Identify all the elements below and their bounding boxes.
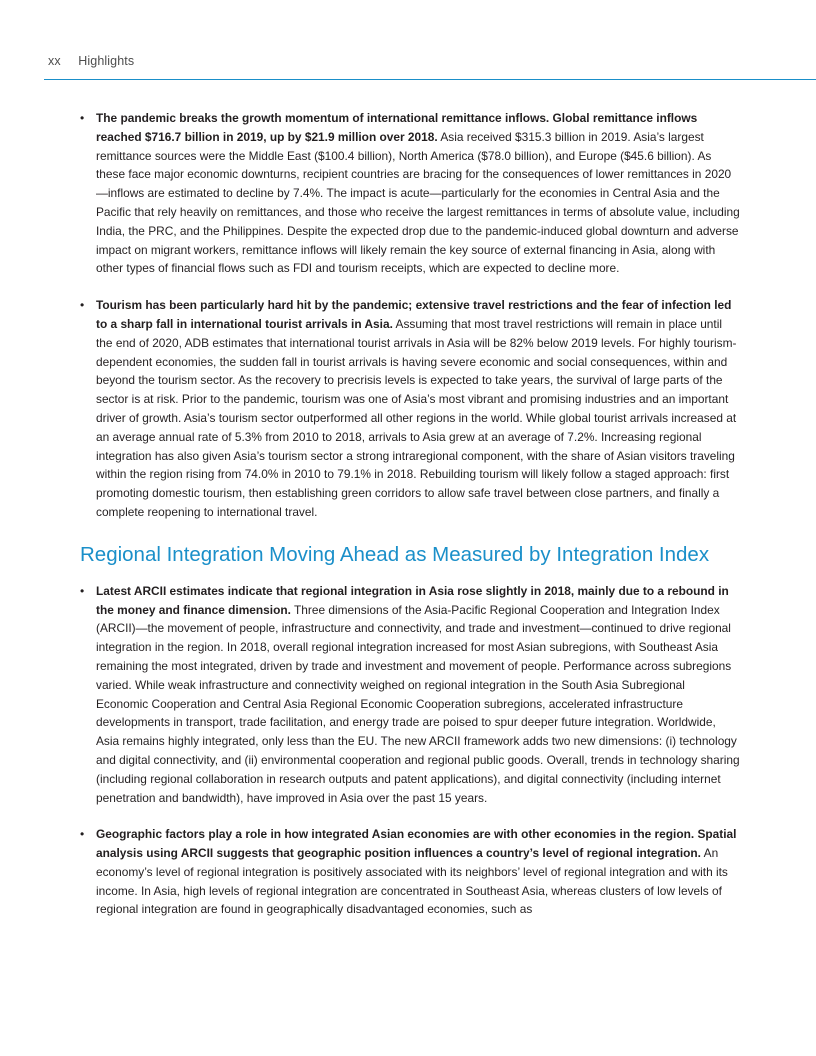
bullet-lead-text: Latest ARCII estimates indicate that regional integration in Asia rose slightly in 2018, mainly due to a rebound in the money and finance dimension. [96, 583, 729, 617]
bullet-lead-text: The pandemic breaks the growth momentum of international remittance inflows. Global remittance inflows reached $716.7 billion in 2019, up by $21.9 million over 2018. [96, 111, 698, 144]
running-title: Highlights [78, 54, 135, 68]
bullet-body-text: An economy’s level of regional integration is positively associated with its neighbors’ level of regional integration and with its income. In Asia, high levels of regional integration are concentrated in Southeast Asia, whereas clusters of low levels of regional integration are found in geographically disadvantaged economies, such as [96, 846, 728, 917]
bullet-arcii-estimates [80, 582, 740, 808]
section-heading: Regional Integration Moving Ahead as Measured by Integration Index [80, 542, 710, 566]
page-body [80, 109, 740, 919]
bullet-tourism [80, 296, 740, 522]
bullet-lead-text: Geographic factors play a role in how integrated Asian economies are with other economies in the region. Spatial analysis using ARCII suggests that geographic position influences a country’s level of regional integration. [96, 827, 737, 861]
bullet-lead-text: Tourism has been particularly hard hit by the pandemic; extensive travel restrictions and the fear of infection led to a sharp fall in international tourist arrivals in Asia. [96, 298, 732, 331]
bullet-body-text: Three dimensions of the Asia-Pacific Regional Cooperation and Integration Index (ARCII)—the movement of people, infrastructure and connectivity, and trade and investment—continued to drive regional integration in the region. In 2018, overall regional integration increased for most Asian subregions, with Southeast Asia remaining the most integrated, driven by trade and investment and movement of people. Performance across subregions varied. While weak infrastructure and connectivity weighed on regional integration in the South Asia Subregional Economic Cooperation and Central Asia Regional Economic Cooperation subregions, accelerated infrastructure developments in transport, trade facilitation, and energy trade are poised to spur deeper future integration. Worldwide, Asia remains highly integrated, only less than the EU. The new ARCII framework adds two new dimensions: (i) technology and digital connectivity, and (ii) environmental cooperation and regional public goods. Overall, trends in technology sharing (including regional collaboration in research outputs and patent applications), and digital connectivity (including internet penetration and bandwidth), have improved in Asia over the past 15 years. [96, 602, 740, 805]
running-header [48, 54, 134, 68]
bullet-remittances [80, 109, 740, 278]
bullet-body-text: Asia received $315.3 billion in 2019. Asia’s largest remittance sources were the Middle East ($100.4 billion), North America ($78.0 billion), and Europe ($45.6 billion). As these face major economic downturns, recipient countries are bracing for the consequences of lower remittances in 2020—inflows are estimated to decline by 7.4%. The impact is acute—particularly for the economies in Central Asia and the Pacific that rely heavily on remittances, and those who receive the largest remittances in terms of absolute value, including India, the PRC, and the Philippines. Despite the expected drop due to the pandemic-induced global downturn and adverse impact on migrant workers, remittance inflows will likely remain the key source of external financing in Asia, along with other types of financial flows such as FDI and tourism receipts, which are expected to decline more. [96, 129, 740, 276]
header-rule [44, 79, 816, 80]
bullet-body-text: Assuming that most travel restrictions will remain in place until the end of 2020, ADB estimates that international tourist arrivals in Asia will be 82% below 2019 levels. For highly tourism-dependent economies, the sudden fall in tourist arrivals is having severe economic and social consequences, within and beyond the tourism sector. As the recovery to precrisis levels is expected to take years, the survival of large parts of the sector is at risk. Prior to the pandemic, tourism was one of Asia’s most vibrant and promising industries and an important driver of growth. Asia’s tourism sector outperformed all other regions in the world. While global tourist arrivals increased at an average annual rate of 5.3% from 2010 to 2018, arrivals to Asia grew at an average of 7.2%. Increasing regional integration has also given Asia’s tourism sector a strong intraregional component, with the share of Asian visitors traveling within the region rising from 74.0% in 2010 to 79.1% in 2018. Rebuilding tourism will likely follow a staged approach: first promoting domestic tourism, then establishing green corridors to allow safe travel between close partners, and finally a complete reopening to international travel. [96, 316, 737, 519]
bullet-geographic-factors [80, 825, 740, 919]
page-number: xx [48, 54, 61, 68]
